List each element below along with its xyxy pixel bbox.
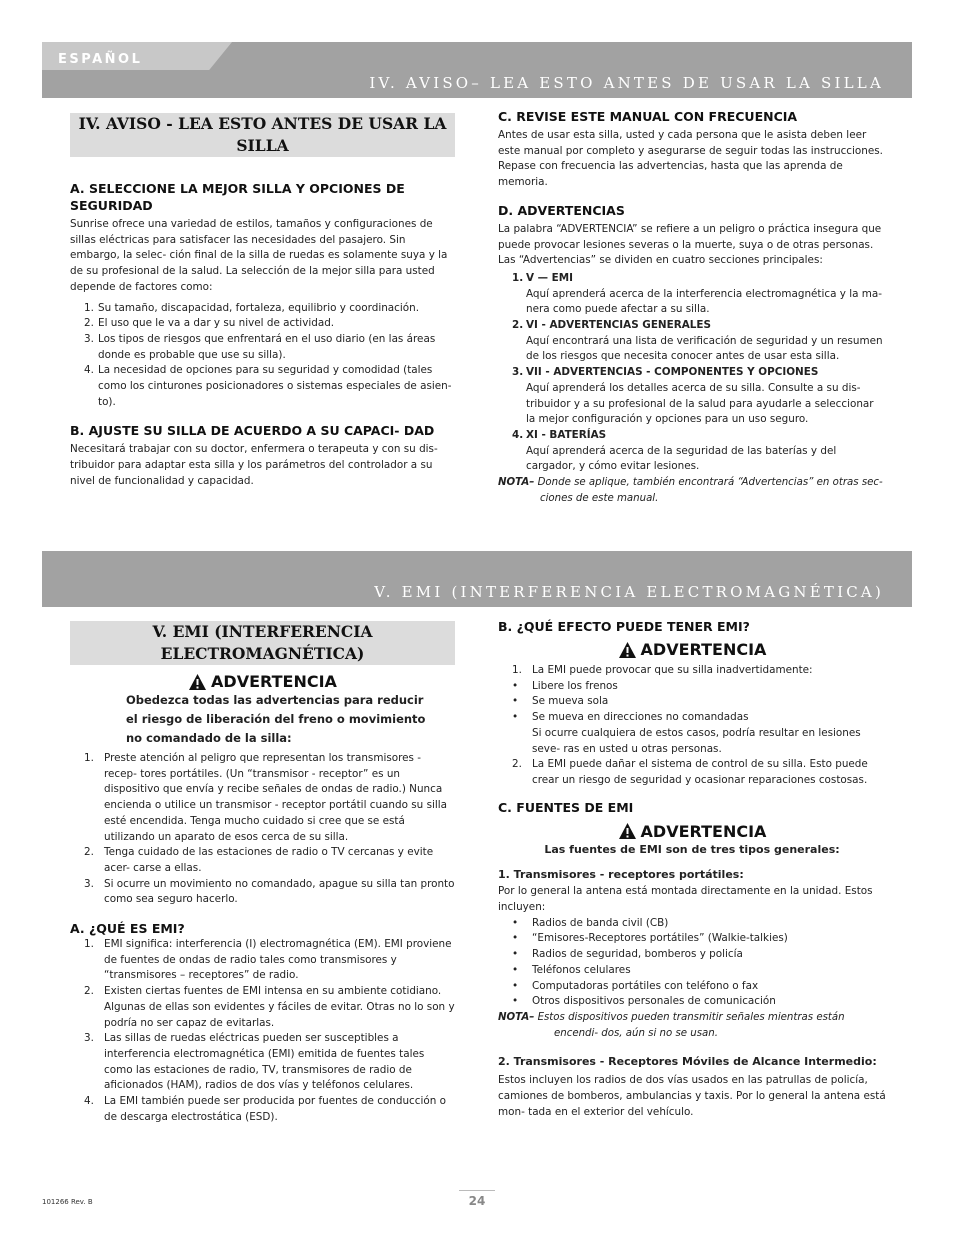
document-id: 101266 Rev. B [42, 1198, 93, 1206]
list-v-warning [70, 751, 455, 908]
list-item: 1. V — EMI Aquí aprenderá acerca de la interferencia electromagnética y la ma- nera como puede afectar a su silla. [512, 271, 883, 316]
list-item: • “Emisores-Receptores portátiles” (Walkie-talkies) [512, 932, 788, 945]
list-item: • Radios de seguridad, bomberos y policía [512, 948, 743, 961]
list-item: 3. VII - ADVERTENCIAS - COMPONENTES Y OPCIONES Aquí aprenderá los detalles acerca de su silla. Consulte a su dis- tribuidor y a su profesional de la salud para ayudarle a seleccionar la mejor configuración y opciones para un uso seguro. [512, 366, 874, 426]
list-item: • Se mueva en direcciones no comandadas Si ocurre cualquiera de estos casos, podría resultar en lesiones seve- ras en usted u otras personas. [512, 711, 861, 755]
heading-v-c: C. FUENTES DE EMI [498, 799, 634, 815]
list-iv-a [70, 301, 455, 411]
list-item: 1. Su tamaño, discapacidad, fortaleza, equilibrio y coordinación. [84, 301, 419, 314]
list-item: • Otros dispositivos personales de comunicación [512, 995, 776, 1008]
heading-v-b: B. ¿QUÉ EFECTO PUEDE TENER EMI? [498, 619, 750, 634]
list-item: 3. Las sillas de ruedas eléctricas pueden ser susceptibles a interferencia electromagnética (EMI) emitida de fuentes tales como las estaciones de radio, TV, transmisores de radio de aficionados (HAM), radios de dos vías y teléfonos celulares. [84, 1032, 425, 1092]
warning-heading: ADVERTENCIA [498, 640, 886, 659]
warning-triangle-icon [618, 822, 637, 840]
list-item: 3. Los tipos de riesgos que enfrentará en el uso diario (en las áreas donde es probable que use su silla). [84, 332, 436, 361]
list-iv-d [498, 271, 886, 475]
list-item: 2. VI - ADVERTENCIAS GENERALES Aquí encontrará una lista de verificación de seguridad y un resumen de los riesgos que necesita conocer antes de usar esta silla. [512, 319, 883, 363]
section-iv-left [70, 113, 455, 490]
subheading-v-c-2: 2. Transmisores - Receptores Móviles de Alcance Intermedio: [498, 1055, 877, 1069]
warning-triangle-icon [188, 673, 207, 691]
list-item: 4. XI - BATERÍAS Aquí aprenderá acerca de la seguridad de las baterías y del cargador, y cómo evitar lesiones. [512, 428, 837, 473]
section-v-right [498, 618, 886, 1120]
list-v-c [498, 916, 886, 1010]
band-title-v: V. EMI (INTERFERENCIA ELECTROMAGNÉTICA) [374, 583, 884, 601]
list-v-a [70, 937, 455, 1125]
nota-v-c: NOTA– Estos dispositivos pueden transmitir señales mientras están encendi- dos, aún si no se usan. [498, 1011, 845, 1039]
list-item: 2. La EMI puede dañar el sistema de control de su silla. Esto puede crear un riesgo de seguridad y ocasionar reparaciones costosas. [512, 758, 868, 786]
body-v-c-2: Estos incluyen los radios de dos vías usados en las patrullas de policía, camiones de bomberos, ambulancias y taxis. Por lo general la antena está mon- tada en el exterior del vehículo. [498, 1074, 886, 1118]
body-iv-b: Necesitará trabajar con su doctor, enfermera o terapeuta y con su dis- tribuidor para adaptar esta silla y los parámetros del controlador a su nivel de funcionalidad y capacidad. [70, 443, 438, 487]
body-iv-d: La palabra “ADVERTENCIA” se refiere a un peligro o práctica insegura que puede provocar lesiones severas o la muerte, suya o de otras personas. Las “Advertencias” se dividen en cuatro secciones principales: [498, 222, 882, 267]
list-item: 3. Si ocurre un movimiento no comandado, apague su silla tan pronto como sea seguro hacerlo. [84, 877, 455, 906]
list-item: 4. La necesidad de opciones para su seguridad y comodidad (tales como los cinturones posicionadores o sistemas especiales de asien- to). [84, 364, 452, 408]
body-iv-c: Antes de usar esta silla, usted y cada persona que le asista deben leer este manual por completo y asegurarse de seguir todas las instrucciones. Repase con frecuencia las advertencias, hasta que las aprenda de memoria. [498, 129, 883, 189]
warning-heading: ADVERTENCIA [498, 822, 886, 841]
list-item: 1. La EMI puede provocar que su silla inadvertidamente: [512, 664, 813, 676]
warning-triangle-icon [618, 641, 637, 659]
list-item: • Computadoras portátiles con teléfono o fax [512, 979, 759, 992]
list-item: • Se mueva sola [512, 695, 609, 708]
section-iv-title: IV. AVISO - LEA ESTO ANTES DE USAR LA SILLA [70, 113, 455, 157]
page-number: 24 [459, 1190, 495, 1208]
list-item: 2. Existen ciertas fuentes de EMI intensa en su ambiente cotidiano. Algunas de ellas son evidentes y fáciles de evitar. Otras no lo son y podría no ser capaz de evitarlas. [84, 985, 455, 1029]
subheading-v-c-1: 1. Transmisores - receptores portátiles: [498, 867, 744, 881]
heading-v-a: A. ¿QUÉ ES EMI? [70, 921, 185, 937]
heading-iv-a: A. SELECCIONE LA MEJOR SILLA Y OPCIONES DE SEGURIDAD [70, 181, 405, 213]
warning-text: Las fuentes de EMI son de tres tipos generales: [544, 842, 840, 856]
list-item: 1. Preste atención al peligro que representan los transmisores - recep- tores portátiles. (Un “transmisor - receptor” es un dispositivo que envía y recibe señales de ondas de radio.) Nunca encienda o utilice un transmisor - receptor portátil cuando su silla esté encendida. Tenga mucho cuidado si cree que se está utilizando un aparato de esos cerca de su silla. [84, 752, 448, 843]
warning-text: Obedezca todas las advertencias para reducir el riesgo de liberación del freno o movimiento no comandado de la silla: [126, 693, 426, 745]
list-item: 2. Tenga cuidado de las estaciones de radio o TV cercanas y evite acer- carse a ellas. [84, 846, 434, 874]
body-v-c-1: Por lo general la antena está montada directamente en la unidad. Estos incluyen: [498, 885, 873, 914]
list-item: 1. EMI significa: interferencia (I) electromagnética (EM). EMI proviene de fuentes de ondas de radio tales como transmisores y “transmisores – receptores” de radio. [84, 938, 452, 982]
list-v-b [498, 663, 886, 789]
list-item: 4. La EMI también puede ser producida por fuentes de conducción o de descarga electrostática (ESD). [84, 1095, 446, 1123]
section-v-left [70, 621, 455, 1125]
heading-iv-c: C. REVISE ESTE MANUAL CON FRECUENCIA [498, 109, 798, 124]
list-item: 2. El uso que le va a dar y su nivel de actividad. [84, 317, 335, 330]
body-iv-a: Sunrise ofrece una variedad de estilos, tamaños y configuraciones de sillas eléctricas para satisfacer las necesidades del pasajero. Sin embargo, la selec- ción final de la silla de ruedas es solamente suya y la de su profesional de la salud. La selección de la mejor silla para usted depende de factores como: [70, 218, 448, 293]
language-label: ESPAÑOL [58, 52, 143, 67]
heading-iv-d: D. ADVERTENCIAS [498, 202, 625, 218]
warning-heading: ADVERTENCIA [70, 672, 455, 691]
nota-iv-d: NOTA– Donde se aplique, también encontrará “Advertencias” en otras sec- ciones de este manual. [498, 477, 883, 504]
section-iv-right [498, 108, 886, 506]
section-v-title: V. EMI (INTERFERENCIA ELECTROMAGNÉTICA) [70, 621, 455, 665]
band-title-iv: IV. AVISO– LEA ESTO ANTES DE USAR LA SILLA [369, 74, 884, 92]
list-item: • Radios de banda civil (CB) [512, 916, 669, 929]
heading-iv-b: B. AJUSTE SU SILLA DE ACUERDO A SU CAPACI- DAD [70, 423, 435, 439]
list-item: • Teléfonos celulares [512, 963, 631, 976]
list-item: • Libere los frenos [512, 679, 618, 692]
